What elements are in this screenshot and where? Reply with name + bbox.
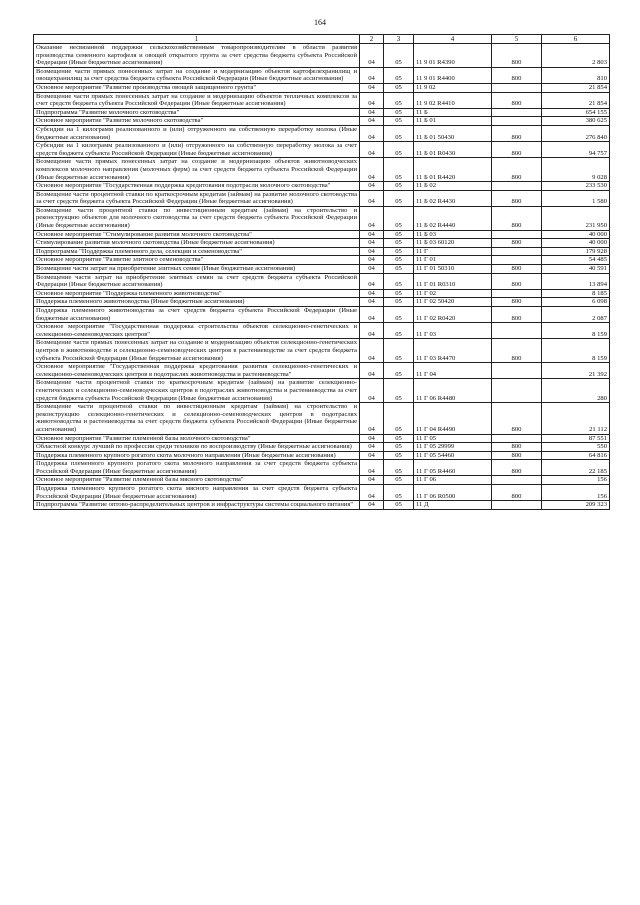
row-subsection: 05 [384,239,414,248]
row-subsection: 05 [384,434,414,443]
row-target-article: 11 Д [414,501,492,510]
row-name: Основное мероприятие "Государственная поддержка строительства объектов селекционно-генетических и селекционно-семеноводческих центров" [34,323,360,339]
header-col-2: 2 [360,35,384,44]
row-name: Оказание несвязанной поддержки сельскохозяйственным товаропроизводителям в области развития производства семенного картофеля и овощей открытого грунта за счет средства бюджета субъекта Российской Федерации (Иные бюджетные ассигнования) [34,44,360,68]
table-row [34,289,610,298]
row-subsection: 05 [384,125,414,141]
row-section: 04 [360,363,384,379]
row-subsection: 05 [384,67,414,83]
row-section: 04 [360,403,384,434]
row-name: Субсидии на 1 килограмм реализованного и (или) отгруженного на собственную переработку молока (Иные бюджетные ассигнования) [34,125,360,141]
row-target-article: 11 Г 02 [414,289,492,298]
header-col-3: 3 [384,35,414,44]
row-expense-type: 800 [492,460,542,476]
row-section: 04 [360,230,384,239]
row-section: 04 [360,117,384,126]
budget-table [33,34,610,510]
row-section: 04 [360,307,384,323]
row-name: Возмещение части прямых понесенных затрат на создание и модернизацию объектов тепличных комплексов за счет средств бюджета субъекта Российской Федерации (Иные бюджетные ассигнования) [34,92,360,108]
row-section: 04 [360,44,384,68]
row-amount: 40 000 [542,239,610,248]
row-expense-type [492,256,542,265]
table-row [34,273,610,289]
row-expense-type: 800 [492,265,542,274]
row-section: 04 [360,190,384,206]
row-target-article: 11 Г 06 R0500 [414,485,492,501]
row-section: 04 [360,298,384,307]
table-row [34,451,610,460]
row-amount: 2 803 [542,44,610,68]
row-subsection: 05 [384,501,414,510]
row-subsection: 05 [384,206,414,230]
row-target-article: 11 Б 01 R4420 [414,158,492,182]
row-amount: 8 185 [542,289,610,298]
row-amount: 40 591 [542,265,610,274]
row-target-article: 11 Г 05 29999 [414,443,492,452]
row-section: 04 [360,125,384,141]
table-row [34,256,610,265]
row-amount: 179 928 [542,247,610,256]
row-section: 04 [360,273,384,289]
row-expense-type [492,247,542,256]
row-name: Подпрограмма "Развитие оптово-распределительных центров и инфраструктуры системы социального питания" [34,501,360,510]
row-name: Возмещение части процентной ставки по инвестиционным кредитам (займам) на строительство и реконструкцию селекционно-генетических и селекционно-семеноводческих центров в подотраслях животноводства и растениеводства за счет средств бюджета субъекта Российской Федерации (Иные бюджетные ассигнования) [34,403,360,434]
row-expense-type [492,501,542,510]
row-target-article: 11 Г 01 [414,256,492,265]
row-expense-type: 800 [492,403,542,434]
row-name: Поддержка племенного животноводства за счет средств бюджета субъекта Российской Федерации (Иные бюджетные ассигнования) [34,307,360,323]
table-row [34,485,610,501]
row-name: Основное мероприятие "Развитие племенной базы мясного скотоводства" [34,476,360,485]
table-row [34,443,610,452]
row-section: 04 [360,239,384,248]
row-subsection: 05 [384,323,414,339]
row-section: 04 [360,108,384,117]
table-row [34,125,610,141]
row-target-article: 11 9 02 R4410 [414,92,492,108]
row-amount: 13 894 [542,273,610,289]
row-amount: 156 [542,485,610,501]
row-subsection: 05 [384,108,414,117]
row-name: Возмещение части процентной ставки по краткосрочным кредитам (займам) на развитие селекционно-генетических и селекционно-семеноводческих центров в подотраслях животноводства и растениеводства за счет средств бюджета субъекта Российской Федерации (Иные бюджетные ассигнования) [34,379,360,403]
row-subsection: 05 [384,247,414,256]
row-expense-type [492,434,542,443]
row-expense-type [492,83,542,92]
row-subsection: 05 [384,298,414,307]
table-row [34,247,610,256]
row-amount: 231 950 [542,206,610,230]
row-target-article: 11 9 02 [414,83,492,92]
row-name: Подпрограмма "Поддержка племенного дела, селекции и семеноводства" [34,247,360,256]
row-subsection: 05 [384,83,414,92]
table-row [34,434,610,443]
row-expense-type: 800 [492,190,542,206]
table-row [34,265,610,274]
table-row [34,142,610,158]
row-name: Поддержка племенного крупного рогатого скота молочного направления за счет средств бюджета субъекта Российской Федерации (Иные бюджетные ассигнования) [34,460,360,476]
row-amount: 87 551 [542,434,610,443]
table-row [34,323,610,339]
row-amount: 8 159 [542,323,610,339]
row-target-article: 11 Г 03 [414,323,492,339]
row-amount: 276 840 [542,125,610,141]
table-row [34,298,610,307]
row-target-article: 11 Б [414,108,492,117]
row-section: 04 [360,434,384,443]
row-subsection: 05 [384,190,414,206]
row-subsection: 05 [384,403,414,434]
table-body [34,44,610,510]
row-expense-type [492,182,542,191]
row-expense-type: 800 [492,239,542,248]
row-subsection: 05 [384,44,414,68]
row-name: Возмещение части затрат на приобретение элитных семян за счет средств бюджета субъекта Российской Федерации (Иные бюджетные ассигнования) [34,273,360,289]
row-expense-type [492,476,542,485]
row-amount: 6 098 [542,298,610,307]
table-row [34,44,610,68]
row-target-article: 11 Б 01 [414,117,492,126]
row-target-article: 11 Г 02 R0420 [414,307,492,323]
row-name: Основное мероприятие "Развитие молочного скотоводства" [34,117,360,126]
row-subsection: 05 [384,460,414,476]
row-amount: 21 392 [542,363,610,379]
row-subsection: 05 [384,443,414,452]
row-name: Возмещение части процентной ставки по инвестиционным кредитам (займам) на строительство и реконструкцию объектов для молочного скотоводства за счет средств бюджета субъекта Российской Федерации (Иные бюджетные ассигнования) [34,206,360,230]
row-name: Поддержка племенного крупного рогатого скота мясного направления за счет средств бюджета субъекта Российской Федерации (Иные бюджетные ассигнования) [34,485,360,501]
row-amount: 94 757 [542,142,610,158]
table-row [34,206,610,230]
row-section: 04 [360,443,384,452]
table-row [34,379,610,403]
row-subsection: 05 [384,256,414,265]
row-target-article: 11 9 01 R4390 [414,44,492,68]
row-expense-type: 800 [492,339,542,363]
row-target-article: 11 Г 01 50310 [414,265,492,274]
row-subsection: 05 [384,158,414,182]
table-row [34,67,610,83]
row-subsection: 05 [384,230,414,239]
row-expense-type: 800 [492,158,542,182]
row-amount: 280 [542,379,610,403]
row-name: Основное мероприятие "Развитие элитного семеноводства" [34,256,360,265]
row-expense-type: 800 [492,142,542,158]
row-name: Возмещение части затрат на приобретение элитных семян (Иные бюджетные ассигнования) [34,265,360,274]
row-target-article: 11 Б 03 60120 [414,239,492,248]
row-expense-type [492,323,542,339]
row-target-article: 11 Г 06 [414,476,492,485]
table-row [34,92,610,108]
row-section: 04 [360,323,384,339]
table-row [34,307,610,323]
row-target-article: 11 Г 05 54460 [414,451,492,460]
row-name: Поддержка племенного крупного рогатого скота молочного направления (Иные бюджетные ассигнования) [34,451,360,460]
row-amount: 21 112 [542,403,610,434]
header-col-5: 5 [492,35,542,44]
row-subsection: 05 [384,117,414,126]
table-row [34,476,610,485]
row-name: Стимулирование развития молочного скотоводства (Иные бюджетные ассигнования) [34,239,360,248]
row-name: Областной конкурс лучший по профессии среди техников по воспроизводству (Иные бюджетные ассигнования) [34,443,360,452]
row-name: Основное мероприятие "Государственная поддержка кредитования подотрасли молочного скотоводства" [34,182,360,191]
row-target-article: 11 Г 06 R4480 [414,379,492,403]
table-row [34,460,610,476]
row-amount: 654 155 [542,108,610,117]
row-expense-type: 800 [492,307,542,323]
row-subsection: 05 [384,307,414,323]
table-row [34,501,610,510]
header-col-6: 6 [542,35,610,44]
row-expense-type [492,230,542,239]
row-section: 04 [360,92,384,108]
row-amount: 209 323 [542,501,610,510]
row-name: Возмещение части прямых понесенных затрат на создание и модернизацию объектов селекционно-генетических центров в животноводстве и селекционно-семеноводческих центров в растениеводстве за счет средств бюджета субъекта Российской Федерации (Иные бюджетные ассигнования) [34,339,360,363]
row-target-article: 11 Г [414,247,492,256]
table-row [34,182,610,191]
row-subsection: 05 [384,92,414,108]
row-expense-type [492,289,542,298]
row-expense-type: 800 [492,67,542,83]
row-amount: 21 854 [542,92,610,108]
row-expense-type: 800 [492,298,542,307]
row-name: Возмещение части процентной ставки по краткосрочным кредитам (займам) на развитие молочного скотоводства за счет средств бюджета субъекта Российской Федерации (Иные бюджетные ассигнования) [34,190,360,206]
row-subsection: 05 [384,363,414,379]
row-name: Основное мероприятие "Развитие племенной базы молочного скотоводства" [34,434,360,443]
row-subsection: 05 [384,273,414,289]
row-name: Основное мероприятие "Поддержка племенного животноводства" [34,289,360,298]
row-expense-type: 800 [492,92,542,108]
row-subsection: 05 [384,485,414,501]
row-target-article: 11 Б 01 50430 [414,125,492,141]
row-subsection: 05 [384,142,414,158]
row-target-article: 11 Б 03 [414,230,492,239]
row-expense-type: 800 [492,451,542,460]
table-row [34,83,610,92]
row-subsection: 05 [384,265,414,274]
row-amount: 64 816 [542,451,610,460]
row-target-article: 11 Г 02 50420 [414,298,492,307]
row-target-article: 11 Г 05 [414,434,492,443]
row-amount: 810 [542,67,610,83]
row-expense-type [492,379,542,403]
table-row [34,158,610,182]
table-row [34,190,610,206]
row-amount: 40 000 [542,230,610,239]
row-target-article: 11 Б 01 R0430 [414,142,492,158]
row-expense-type: 800 [492,44,542,68]
row-target-article: 11 Г 04 R4490 [414,403,492,434]
row-section: 04 [360,67,384,83]
table-row [34,230,610,239]
row-target-article: 11 Б 02 R4430 [414,190,492,206]
row-target-article: 11 Б 02 R4440 [414,206,492,230]
row-target-article: 11 Б 02 [414,182,492,191]
row-section: 04 [360,265,384,274]
row-section: 04 [360,501,384,510]
row-section: 04 [360,247,384,256]
row-amount: 22 185 [542,460,610,476]
row-name: Основное мероприятие "Развитие производства овощей защищенного грунта" [34,83,360,92]
row-name: Субсидии на 1 килограмм реализованного и (или) отгруженного на собственную переработку молока за счет средств бюджета субъекта Российской Федерации (Иные бюджетные ассигнования) [34,142,360,158]
row-section: 04 [360,379,384,403]
row-expense-type: 800 [492,485,542,501]
row-name: Основное мероприятие "Стимулирование развития молочного скотоводства" [34,230,360,239]
row-subsection: 05 [384,182,414,191]
table-header-row [34,35,610,44]
row-amount: 21 854 [542,83,610,92]
row-amount: 54 485 [542,256,610,265]
row-expense-type: 800 [492,443,542,452]
header-col-4: 4 [414,35,492,44]
header-col-1: 1 [34,35,360,44]
row-expense-type: 800 [492,206,542,230]
row-target-article: 11 Г 03 R4470 [414,339,492,363]
row-section: 04 [360,158,384,182]
row-name: Основное мероприятие "Государственная поддержка кредитования развития селекционно-генетических и селекционно-семеноводческих центров в подотраслях животноводства и растениеводства" [34,363,360,379]
table-row [34,363,610,379]
table-row [34,239,610,248]
row-target-article: 11 Г 01 R0310 [414,273,492,289]
row-expense-type [492,108,542,117]
table-row [34,339,610,363]
row-section: 04 [360,256,384,265]
row-amount: 550 [542,443,610,452]
row-target-article: 11 Г 04 [414,363,492,379]
row-amount: 1 580 [542,190,610,206]
row-section: 04 [360,451,384,460]
row-amount: 380 625 [542,117,610,126]
row-section: 04 [360,182,384,191]
row-expense-type: 800 [492,273,542,289]
row-amount: 156 [542,476,610,485]
row-subsection: 05 [384,451,414,460]
row-section: 04 [360,206,384,230]
row-target-article: 11 9 01 R4400 [414,67,492,83]
row-name: Возмещение части прямых понесенных затрат на создание и модернизацию объектов картофелехранилищ и овощехранилищ за счет средства бюджета субъекта Российской Федерации (Иные бюджетные ассигнования) [34,67,360,83]
row-name: Поддержка племенного животноводства (Иные бюджетные ассигнования) [34,298,360,307]
row-section: 04 [360,476,384,485]
row-name: Подпрограмма "Развитие молочного скотоводства" [34,108,360,117]
row-amount: 9 028 [542,158,610,182]
row-subsection: 05 [384,379,414,403]
row-amount: 233 530 [542,182,610,191]
row-amount: 8 159 [542,339,610,363]
row-section: 04 [360,460,384,476]
row-subsection: 05 [384,339,414,363]
table-row [34,403,610,434]
page-number: 164 [314,18,326,27]
row-target-article: 11 Г 05 R4460 [414,460,492,476]
row-section: 04 [360,83,384,92]
table-row [34,108,610,117]
row-expense-type [492,117,542,126]
row-section: 04 [360,485,384,501]
row-section: 04 [360,339,384,363]
row-amount: 2 087 [542,307,610,323]
row-subsection: 05 [384,289,414,298]
row-subsection: 05 [384,476,414,485]
row-name: Возмещение части прямых понесенных затрат на создание и модернизацию объектов животноводческих комплексов молочного направления (молочных ферм) за счет средств бюджета субъекта Российской Федерации (Иные бюджетные ассигнования) [34,158,360,182]
row-expense-type: 800 [492,125,542,141]
table-row [34,117,610,126]
row-expense-type [492,363,542,379]
row-section: 04 [360,289,384,298]
row-section: 04 [360,142,384,158]
